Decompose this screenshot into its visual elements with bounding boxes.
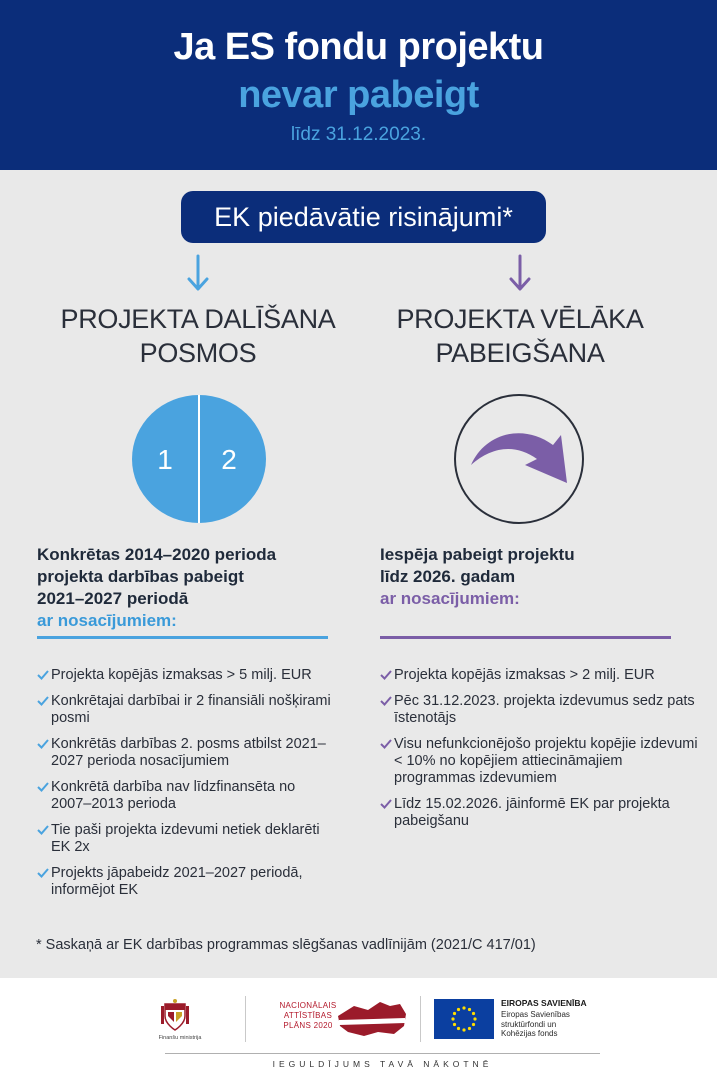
check-icon: [37, 738, 49, 750]
split-circle-icon: [131, 394, 267, 524]
segment-label-1: 1: [157, 444, 173, 475]
footer-divider: [420, 996, 421, 1042]
list-item: [37, 822, 337, 856]
tagline: IEGULDĪJUMS TAVĀ NĀKOTNĒ: [272, 1059, 493, 1069]
right-cond-accent: ar nosacījumiem:: [380, 589, 520, 608]
list-item-text: Projekta kopējās izmaksas > 5 milj. EUR: [51, 667, 312, 683]
check-icon: [37, 781, 49, 793]
list-item: [37, 667, 337, 684]
headline-date: līdz 31.12.2023.: [290, 124, 427, 145]
list-item: [37, 865, 337, 899]
coat-of-arms-icon: [160, 998, 190, 1032]
headline-line-1: Ja ES fondu projektu: [173, 26, 544, 68]
list-item: [380, 667, 700, 684]
right-title-line-1: PROJEKTA VĒLĀKA: [396, 304, 644, 334]
eu-line-3: Kohēzijas fonds: [501, 1029, 558, 1038]
check-icon: [37, 824, 49, 836]
arrow-down-blue-icon: [186, 254, 210, 294]
left-title-line-2: POSMOS: [139, 338, 257, 368]
right-conditions-heading: [380, 544, 680, 610]
eu-line-2: struktūrfondi un: [501, 1019, 557, 1029]
left-divider: [37, 636, 328, 639]
right-title-line-2: PABEIGŠANA: [435, 338, 605, 368]
check-icon: [380, 798, 392, 810]
list-item-text: Visu nefunkcionējošo projektu kopējie izdevumi < 10% no kopējiem attiecināmajiem programmas izdevumiem: [394, 736, 698, 786]
list-item-text: Konkrētās darbības 2. posms atbilst 2021–2027 perioda nosacījumiem: [51, 736, 326, 769]
left-cond-line-1: Konkrētas 2014–2020 perioda: [37, 545, 277, 564]
check-icon: [37, 669, 49, 681]
nap-line-2: ATTĪSTĪBAS: [283, 1011, 333, 1020]
list-item-text: Konkrētajai darbībai ir 2 finansiāli nošķirami posmi: [51, 693, 331, 726]
list-item: [380, 736, 700, 787]
list-item: [37, 779, 337, 813]
footer-divider: [245, 996, 246, 1042]
list-item: [380, 693, 700, 727]
left-cond-accent: ar nosacījumiem:: [37, 611, 177, 630]
later-completion-arrow-icon: [453, 393, 585, 525]
header-banner: [0, 0, 717, 170]
check-icon: [380, 669, 392, 681]
list-item-text: Projekts jāpabeidz 2021–2027 periodā, informējot EK: [51, 865, 303, 898]
right-cond-line-2: līdz 2026. gadam: [380, 567, 516, 586]
eu-flag-icon: [434, 999, 494, 1039]
list-item-text: Līdz 15.02.2026. jāinformē EK par projekta pabeigšanu: [394, 796, 670, 829]
check-icon: [380, 695, 392, 707]
list-item-text: Projekta kopējās izmaksas > 2 milj. EUR: [394, 667, 655, 683]
list-item-text: Konkrētā darbība nav līdzfinansēta no 2007–2013 perioda: [51, 779, 296, 812]
eu-line-1: Eiropas Savienības: [501, 1010, 570, 1019]
segment-label-2: 2: [221, 444, 237, 475]
left-requirements-list: [37, 667, 337, 908]
nap-line-1: NACIONĀLAIS: [279, 1001, 337, 1010]
list-item: [37, 693, 337, 727]
left-title-line-1: PROJEKTA DALĪŠANA: [60, 304, 336, 334]
eu-description: [501, 1010, 611, 1039]
left-conditions-heading: [37, 544, 337, 632]
solutions-pill: EK piedāvātie risinājumi*: [181, 191, 546, 243]
eu-title: EIROPAS SAVIENĪBA: [501, 998, 587, 1008]
right-requirements-list: [380, 667, 700, 839]
list-item: [380, 796, 700, 830]
list-item-text: Pēc 31.12.2023. projekta izdevumus sedz pats īstenotājs: [394, 693, 695, 726]
footnote: * Saskaņā ar EK darbības programmas slēgšanas vadlīnijām (2021/C 417/01): [36, 937, 536, 953]
left-cond-line-2: projekta darbības pabeigt: [37, 567, 244, 586]
list-item: [37, 736, 337, 770]
right-column-title: [370, 302, 670, 370]
right-divider: [380, 636, 671, 639]
check-icon: [37, 695, 49, 707]
check-icon: [380, 738, 392, 750]
right-cond-line-1: Iespēja pabeigt projektu: [380, 545, 575, 564]
left-column-title: [48, 302, 348, 370]
headline-line-2: nevar pabeigt: [238, 74, 479, 116]
nap-line-3: PLĀNS 2020: [283, 1021, 333, 1030]
ministry-label: Finanšu ministrija: [158, 1035, 202, 1041]
list-item-text: Tie paši projekta izdevumi netiek deklarēti EK 2x: [51, 822, 320, 855]
left-cond-line-3: 2021–2027 periodā: [37, 589, 189, 608]
latvia-map-flag-icon: [334, 996, 410, 1040]
arrow-down-purple-icon: [508, 254, 532, 294]
check-icon: [37, 867, 49, 879]
tagline-divider: [165, 1053, 600, 1054]
